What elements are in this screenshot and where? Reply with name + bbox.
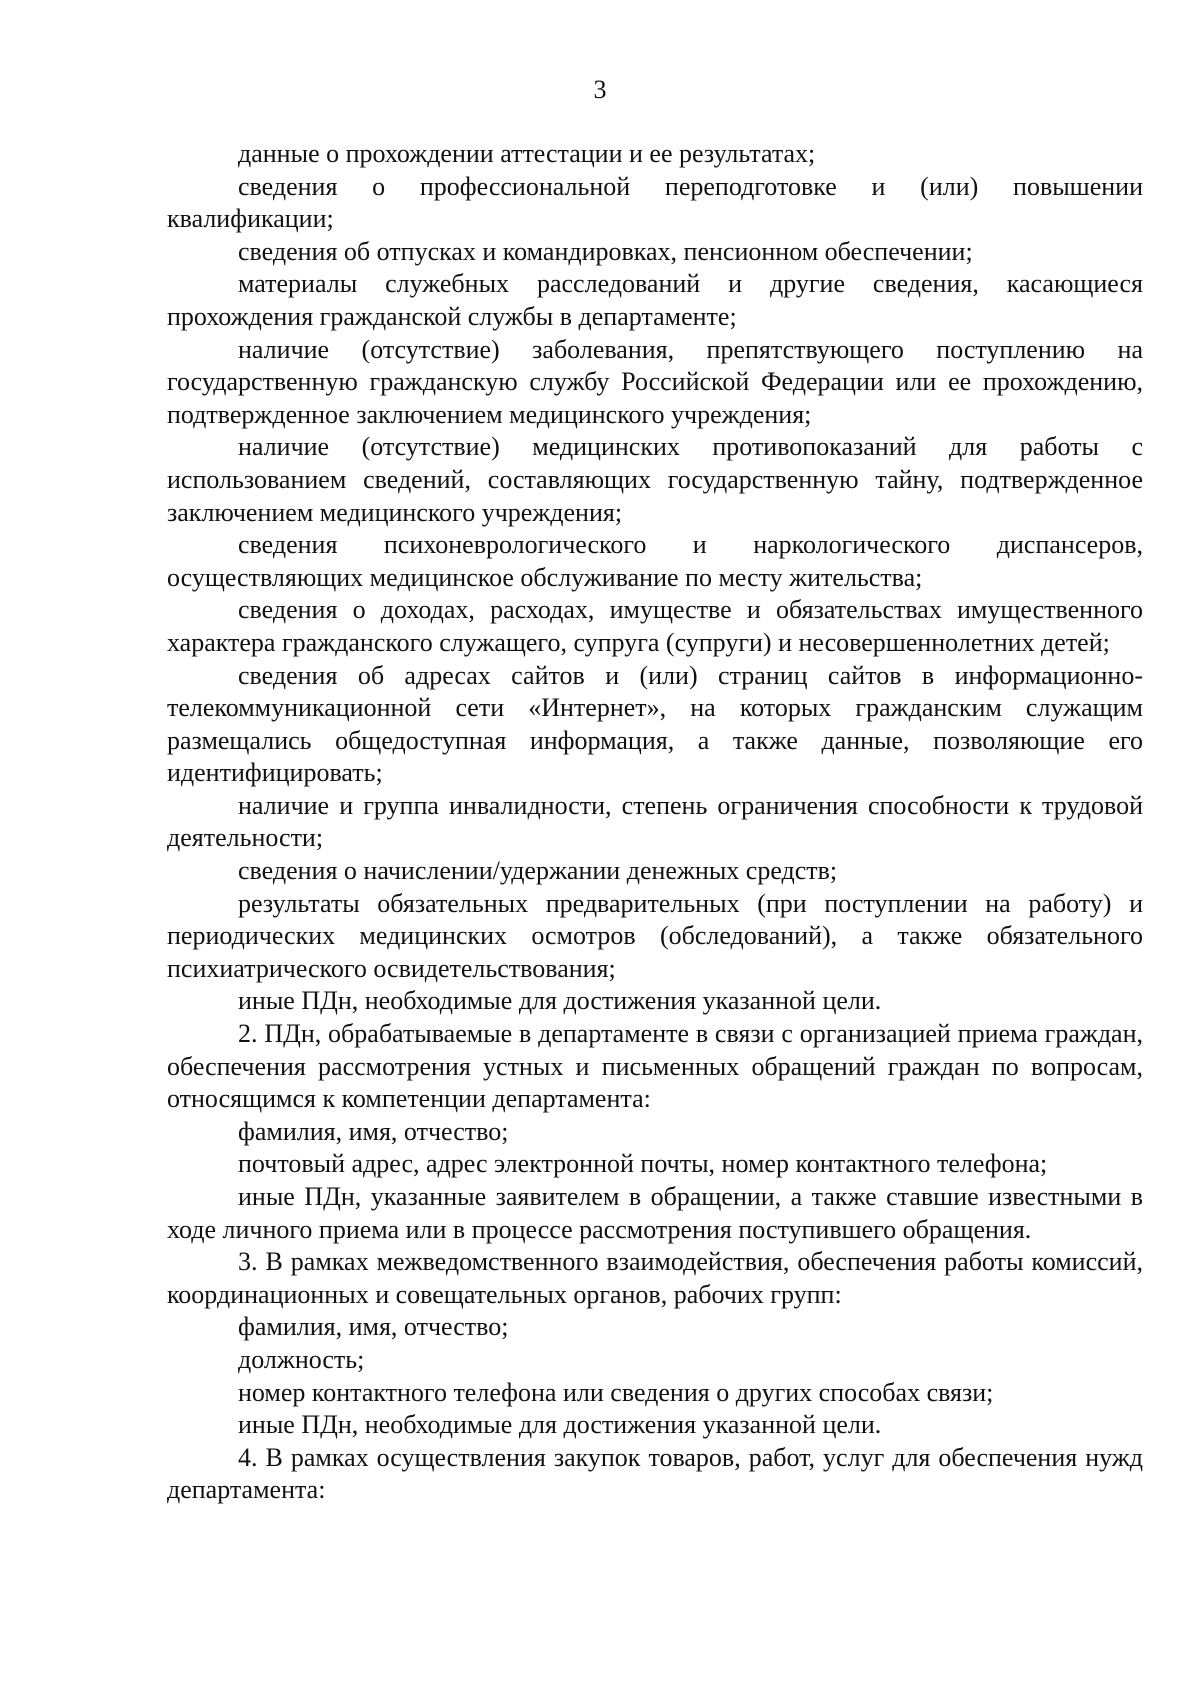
- paragraph: наличие (отсутствие) заболевания, препятствующего поступлению на государственную гражданскую службу Российской Федерации или ее прохождению, подтвержденное заключением медицинского учреждения;: [167, 334, 1143, 429]
- paragraph: сведения об отпусках и командировках, пенсионном обеспечении;: [238, 236, 973, 266]
- paragraph: 3. В рамках межведомственного взаимодействия, обеспечения работы комиссий, координационных и совещательных органов, рабочих групп:: [167, 1247, 1143, 1309]
- paragraph: 2. ПДн, обрабатываемые в департаменте в связи с организацией приема граждан, обеспечения рассмотрения устных и письменных обращений граждан по вопросам, относящимся к компетенции департамента:: [167, 1019, 1143, 1114]
- paragraph: фамилия, имя, отчество;: [238, 1312, 509, 1342]
- paragraph: сведения о профессиональной переподготовке и (или) повышении квалификации;: [167, 171, 1143, 234]
- page-number: 3: [593, 75, 607, 104]
- document-body: [167, 138, 1143, 1507]
- paragraph: сведения об адресах сайтов и (или) страниц сайтов в информационно-телекоммуникационной сети «Интернет», на которых гражданским служащим размещались общедоступная информация, а также данные, позволяющие его идентифицировать;: [167, 660, 1143, 788]
- paragraph: материалы служебных расследований и другие сведения, касающиеся прохождения гражданской службы в департаменте;: [167, 269, 1143, 331]
- paragraph: данные о прохождении аттестации и ее результатах;: [238, 139, 816, 168]
- paragraph: наличие (отсутствие) медицинских противопоказаний для работы с использованием сведений, составляющих государственную тайну, подтвержденное заключением медицинского учреждения;: [167, 432, 1143, 527]
- paragraph: сведения о доходах, расходах, имуществе и обязательствах имущественного характера гражданского служащего, супруга (супруги) и несовершеннолетних детей;: [167, 595, 1143, 657]
- paragraph: сведения психоневрологического и наркологического диспансеров, осуществляющих медицинское обслуживание по месту жительства;: [167, 530, 1143, 592]
- paragraph: наличие и группа инвалидности, степень ограничения способности к трудовой деятельности;: [167, 790, 1143, 853]
- paragraph: фамилия, имя, отчество;: [238, 1116, 509, 1146]
- paragraph: иные ПДн, необходимые для достижения указанной цели.: [238, 986, 882, 1016]
- paragraph: сведения о начислении/удержании денежных средств;: [238, 856, 838, 886]
- paragraph: должность;: [238, 1344, 365, 1374]
- paragraph: иные ПДн, необходимые для достижения указанной цели.: [238, 1410, 882, 1440]
- paragraph: иные ПДн, указанные заявителем в обращении, а также ставшие известными в ходе личного приема или в процессе рассмотрения поступившего обращения.: [167, 1182, 1143, 1244]
- paragraph: 4. В рамках осуществления закупок товаров, работ, услуг для обеспечения нужд департамента:: [167, 1442, 1143, 1505]
- paragraph: номер контактного телефона или сведения о других способах связи;: [238, 1377, 994, 1407]
- paragraph: результаты обязательных предварительных (при поступлении на работу) и периодических медицинских осмотров (обследований), а также обязательного психиатрического освидетельствования;: [167, 888, 1143, 983]
- paragraph: почтовый адрес, адрес электронной почты, номер контактного телефона;: [238, 1149, 1048, 1179]
